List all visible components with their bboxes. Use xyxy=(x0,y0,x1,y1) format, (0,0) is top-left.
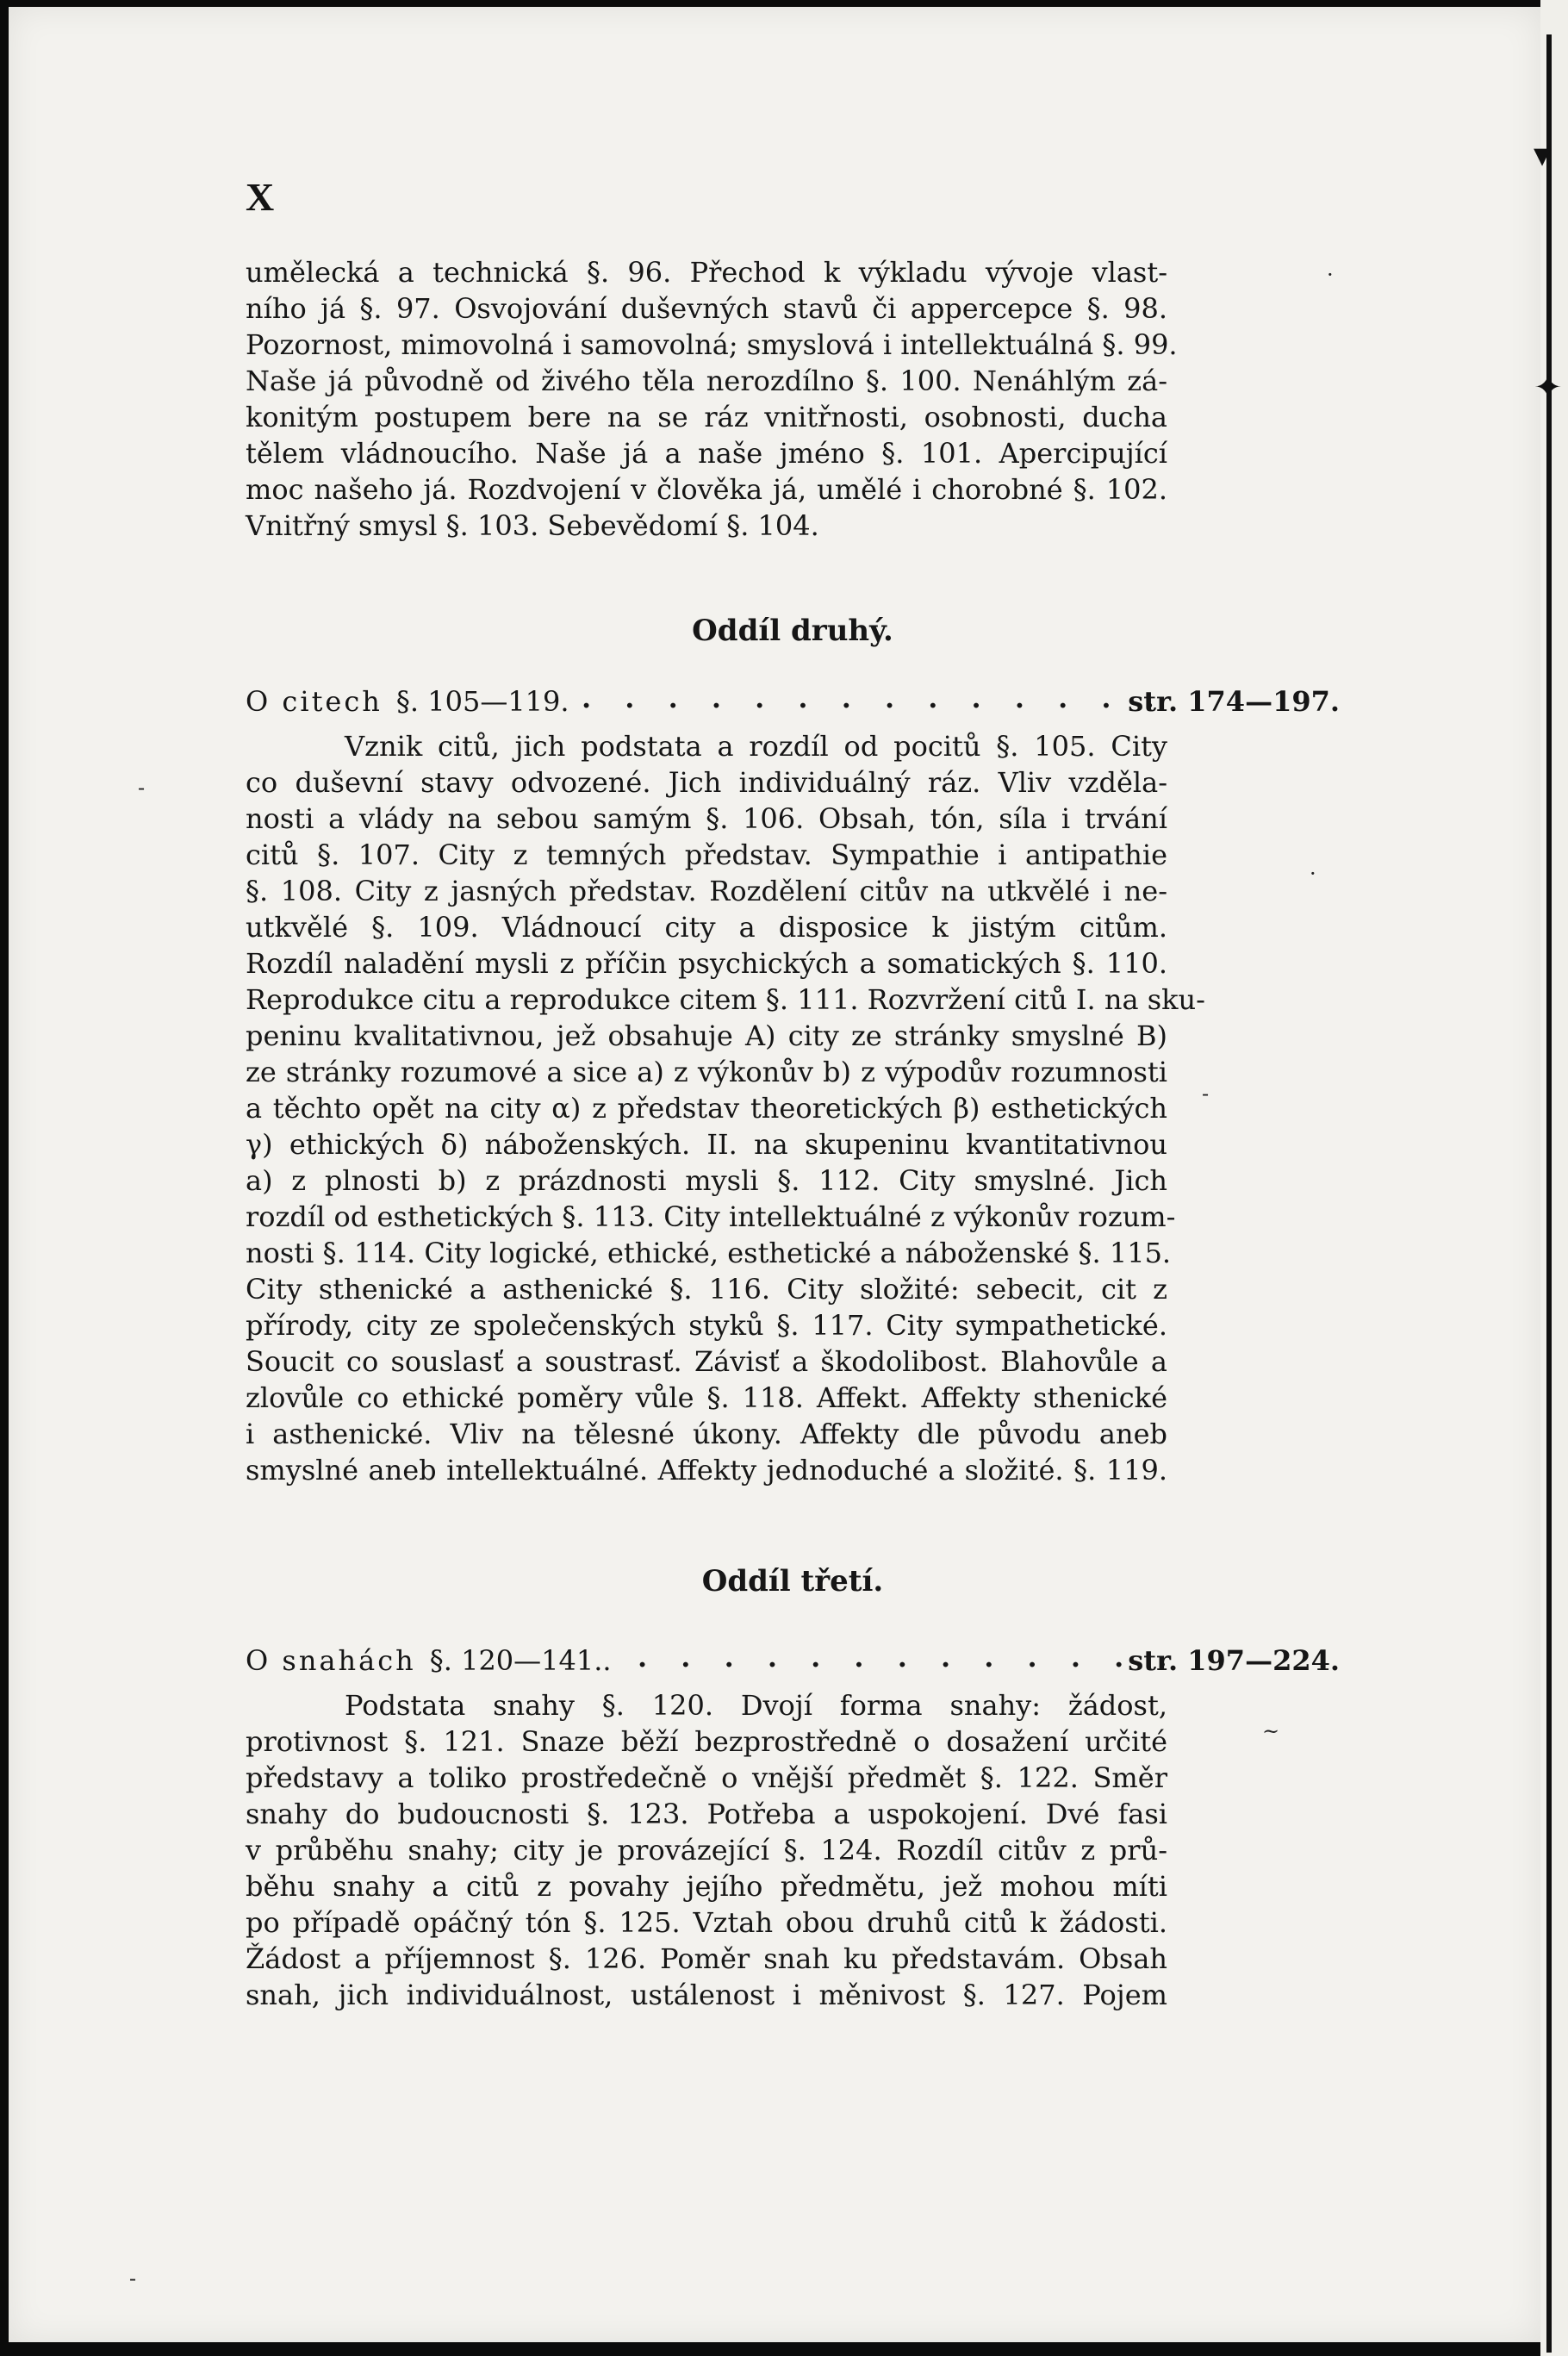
text-line: γ) ethických δ) náboženských. II. na skupeninu kvantitativnou xyxy=(246,1128,1167,1161)
text-line: konitým postupem bere na se ráz vnitřnosti, osobnosti, ducha xyxy=(246,401,1167,433)
text-line: rozdíl od esthetických §. 113. City intellektuálné z výkonův rozum- xyxy=(246,1200,1176,1233)
print-speck: - xyxy=(138,776,146,800)
text-line: utkvělé §. 109. Vládnoucí city a disposice k jistým citům. xyxy=(246,911,1167,944)
section-heading: Oddíl druhý. xyxy=(692,614,893,648)
text-line: Naše já původně od živého těla nerozdílno §. 100. Nenáhlým zá- xyxy=(246,365,1167,397)
section-heading: Oddíl třetí. xyxy=(701,1564,884,1599)
text-line: Soucit co souslasť a soustrasť. Závisť a škodolibost. Blahovůle a xyxy=(246,1345,1167,1378)
toc-paragraph-range: §. 120—141.. xyxy=(429,1644,612,1677)
text-line: přírody, city ze společenských styků §. 117. City sympathetické. xyxy=(246,1309,1167,1342)
toc-title-text: O citech xyxy=(246,685,383,718)
text-line: smyslné aneb intellektuálné. Affekty jednoduché a složité. §. 119. xyxy=(246,1454,1167,1487)
text-line: představy a toliko prostředečně o vnější předmět §. 122. Směr xyxy=(246,1761,1167,1794)
page-folio: X xyxy=(246,175,275,219)
toc-paragraph-range: §. 105—119. xyxy=(395,685,569,718)
text-line: umělecká a technická §. 96. Přechod k výkladu vývoje vlast- xyxy=(246,256,1167,289)
text-line: protivnost §. 121. Snaze běží bezprostředně o dosažení určité xyxy=(246,1725,1167,1758)
edge-mark: ✦ xyxy=(1534,368,1563,408)
print-speck: · xyxy=(1327,263,1334,287)
edge-mark: ▾ xyxy=(1534,135,1552,175)
text-line: ního já §. 97. Osvojování duševných stavů či appercepce §. 98. xyxy=(246,292,1167,325)
text-line: Podstata snahy §. 120. Dvojí forma snahy: žádost, xyxy=(345,1689,1167,1722)
text-line: a) z plnosti b) z prázdnosti mysli §. 112. City smyslné. Jich xyxy=(246,1164,1167,1197)
page-edge-strip xyxy=(1540,0,1568,2356)
toc-page-range: str. 197—224. xyxy=(1128,1644,1340,1677)
text-line: v průběhu snahy; city je provázející §. 124. Rozdíl citův z prů- xyxy=(246,1834,1167,1867)
text-line: §. 108. City z jasných představ. Rozdělení citův na utkvělé i ne- xyxy=(246,875,1167,907)
text-line: Rozdíl naladění mysli z příčin psychických a somatických §. 110. xyxy=(246,947,1167,980)
section-2-paragraph xyxy=(246,728,1205,1488)
text-line: Žádost a příjemnost §. 126. Poměr snah ku představám. Obsah xyxy=(246,1942,1167,1975)
toc-title-text: O snahách xyxy=(246,1644,416,1677)
text-line: po případě opáčný tón §. 125. Vztah obou druhů citů k žádosti. xyxy=(246,1906,1167,1939)
text-line: nosti a vlády na sebou samým §. 106. Obsah, tón, síla i trvání xyxy=(246,802,1167,835)
toc-page-range: str. 174—197. xyxy=(1128,685,1340,718)
text-line: City sthenické a asthenické §. 116. City složité: sebecit, cit z xyxy=(246,1273,1167,1306)
toc-entry-title xyxy=(246,1644,612,1677)
text-line: zlovůle co ethické poměry vůle §. 118. Affekt. Affekty sthenické xyxy=(246,1381,1167,1414)
text-line: citů §. 107. City z temných představ. Sympathie i antipathie xyxy=(246,838,1167,871)
text-line: běhu snahy a citů z povahy jejího předmětu, jež mohou míti xyxy=(246,1870,1167,1903)
print-speck: · xyxy=(1310,862,1316,886)
text-line: Vznik citů, jich podstata a rozdíl od pocitů §. 105. City xyxy=(345,730,1167,763)
intro-paragraph xyxy=(246,254,1178,544)
text-line: peninu kvalitativnou, jež obsahuje A) city ze stránky smyslné B) xyxy=(246,1019,1167,1052)
text-line: ze stránky rozumové a sice a) z výkonův b) z výpodův rozumnosti xyxy=(246,1056,1167,1088)
text-line: nosti §. 114. City logické, ethické, esthetické a náboženské §. 115. xyxy=(246,1237,1172,1269)
print-speck: ~ xyxy=(1262,1719,1280,1743)
toc-entry xyxy=(246,682,1340,723)
toc-entry-title xyxy=(246,685,569,718)
text-line: snahy do budoucnosti §. 123. Potřeba a uspokojení. Dvé fasi xyxy=(246,1798,1167,1830)
toc-leaders: . . . . . . . . . . . . . . xyxy=(582,682,1167,714)
text-line: a těchto opět na city α) z představ theoretických β) esthetických xyxy=(246,1092,1167,1125)
text-line: snah, jich individuálnost, ustálenost i měnivost §. 127. Pojem xyxy=(246,1979,1167,2011)
section-3-paragraph xyxy=(246,1687,1167,2013)
text-line: Pozornost, mimovolná i samovolná; smyslová i intellektuálná §. 99. xyxy=(246,328,1178,361)
text-line: tělem vládnoucího. Naše já a naše jméno §. 101. Apercipující xyxy=(246,437,1167,470)
text-line: moc našeho já. Rozdvojení v člověka já, umělé i chorobné §. 102. xyxy=(246,473,1167,506)
print-speck: - xyxy=(129,2266,137,2291)
toc-entry xyxy=(246,1641,1340,1682)
text-line: co duševní stavy odvozené. Jich individuálný ráz. Vliv vzděla- xyxy=(246,766,1167,799)
text-line: i asthenické. Vliv na tělesné úkony. Affekty dle původu aneb xyxy=(246,1418,1167,1450)
text-line: Reprodukce citu a reprodukce citem §. 111. Rozvržení citů I. na sku- xyxy=(246,983,1205,1016)
text-line: Vnitřný smysl §. 103. Sebevědomí §. 104. xyxy=(246,509,819,542)
print-speck: - xyxy=(1202,1081,1210,1106)
toc-leaders: . . . . . . . . . . . . . xyxy=(638,1641,1179,1674)
